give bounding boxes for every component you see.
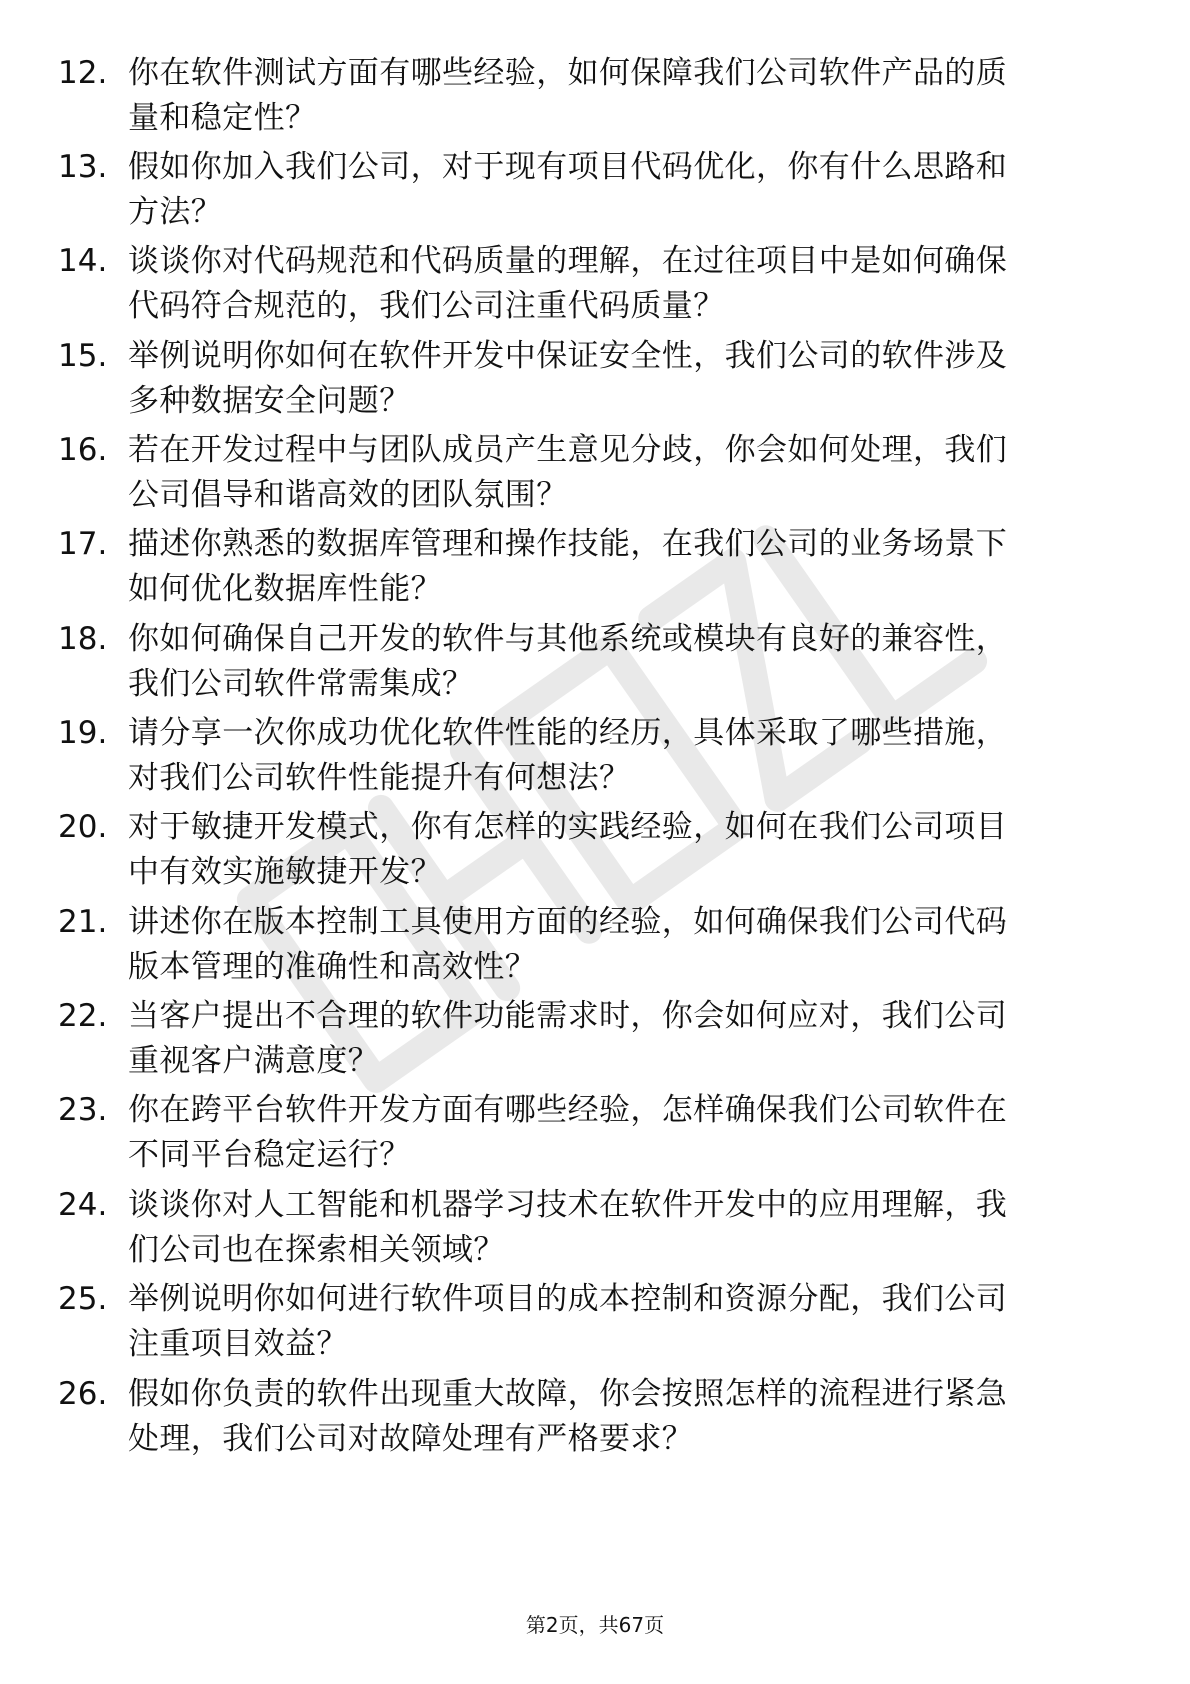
question-number: 22.	[58, 998, 108, 1034]
question-item	[0, 1372, 1190, 1464]
question-line: 多种数据安全问题？	[128, 383, 411, 419]
question-line: 代码符合规范的，我们公司注重代码质量？	[128, 288, 725, 324]
page-footer: 第2页，共67页	[525, 1613, 665, 1637]
question-number: 21.	[58, 904, 108, 940]
question-item	[0, 334, 1190, 426]
question-text	[128, 1183, 1108, 1273]
question-line: 谈谈你对代码规范和代码质量的理解，在过往项目中是如何确保	[128, 243, 1008, 279]
question-item	[0, 900, 1190, 992]
question-line: 若在开发过程中与团队成员产生意见分歧，你会如何处理，我们	[128, 432, 1008, 468]
question-item	[0, 617, 1190, 709]
question-line: 谈谈你对人工智能和机器学习技术在软件开发中的应用理解，我	[128, 1187, 1008, 1223]
question-line: 公司倡导和谐高效的团队氛围？	[128, 477, 568, 513]
question-text	[128, 145, 1108, 235]
question-line: 对我们公司软件性能提升有何想法？	[128, 760, 631, 796]
question-number: 13.	[58, 149, 108, 185]
question-number: 26.	[58, 1376, 108, 1412]
question-text	[128, 805, 1108, 895]
question-number: 25.	[58, 1281, 108, 1317]
question-text	[128, 51, 1108, 141]
question-line: 举例说明你如何进行软件项目的成本控制和资源分配，我们公司	[128, 1281, 1008, 1317]
question-item	[0, 145, 1190, 237]
question-line: 你在跨平台软件开发方面有哪些经验，怎样确保我们公司软件在	[128, 1092, 1008, 1128]
question-item	[0, 1277, 1190, 1369]
question-number: 15.	[58, 338, 108, 374]
question-text	[128, 1277, 1108, 1367]
question-number: 16.	[58, 432, 108, 468]
question-line: 对于敏捷开发模式，你有怎样的实践经验，如何在我们公司项目	[128, 809, 1008, 845]
question-line: 方法？	[128, 194, 223, 230]
question-text	[128, 1372, 1108, 1462]
question-line: 我们公司软件常需集成？	[128, 666, 474, 702]
question-number: 19.	[58, 715, 108, 751]
question-number: 17.	[58, 526, 108, 562]
question-line: 举例说明你如何在软件开发中保证安全性，我们公司的软件涉及	[128, 338, 1008, 374]
question-number: 18.	[58, 621, 108, 657]
question-item	[0, 1183, 1190, 1275]
question-line: 重视客户满意度？	[128, 1043, 380, 1079]
question-number: 12.	[58, 55, 108, 91]
question-text	[128, 617, 1108, 707]
question-item	[0, 428, 1190, 520]
question-line: 假如你加入我们公司，对于现有项目代码优化，你有什么思路和	[128, 149, 1008, 185]
question-item	[0, 1088, 1190, 1180]
question-item	[0, 994, 1190, 1086]
question-line: 讲述你在版本控制工具使用方面的经验，如何确保我们公司代码	[128, 904, 1008, 940]
question-text	[128, 239, 1108, 329]
question-line: 请分享一次你成功优化软件性能的经历，具体采取了哪些措施，	[128, 715, 1008, 751]
question-text	[128, 334, 1108, 424]
question-number: 14.	[58, 243, 108, 279]
question-line: 你在软件测试方面有哪些经验，如何保障我们公司软件产品的质	[128, 55, 1008, 91]
question-item	[0, 239, 1190, 331]
question-line: 假如你负责的软件出现重大故障，你会按照怎样的流程进行紧急	[128, 1376, 1008, 1412]
question-number: 24.	[58, 1187, 108, 1223]
question-number: 20.	[58, 809, 108, 845]
question-line: 你如何确保自己开发的软件与其他系统或模块有良好的兼容性，	[128, 621, 1008, 657]
question-line: 描述你熟悉的数据库管理和操作技能，在我们公司的业务场景下	[128, 526, 1008, 562]
question-item	[0, 51, 1190, 143]
question-text	[128, 428, 1108, 518]
question-text	[128, 711, 1108, 801]
question-text	[128, 994, 1108, 1084]
question-item	[0, 522, 1190, 614]
question-line: 版本管理的准确性和高效性？	[128, 949, 537, 985]
question-item	[0, 805, 1190, 897]
question-line: 中有效实施敏捷开发？	[128, 854, 442, 890]
question-text	[128, 900, 1108, 990]
question-line: 如何优化数据库性能？	[128, 571, 442, 607]
question-text	[128, 522, 1108, 612]
question-number: 23.	[58, 1092, 108, 1128]
question-line: 们公司也在探索相关领域？	[128, 1232, 505, 1268]
question-line: 量和稳定性？	[128, 100, 317, 136]
question-item	[0, 711, 1190, 803]
question-line: 不同平台稳定运行？	[128, 1137, 411, 1173]
question-text	[128, 1088, 1108, 1178]
question-line: 处理，我们公司对故障处理有严格要求？	[128, 1421, 694, 1457]
question-line: 注重项目效益？	[128, 1326, 348, 1362]
question-line: 当客户提出不合理的软件功能需求时，你会如何应对，我们公司	[128, 998, 1008, 1034]
